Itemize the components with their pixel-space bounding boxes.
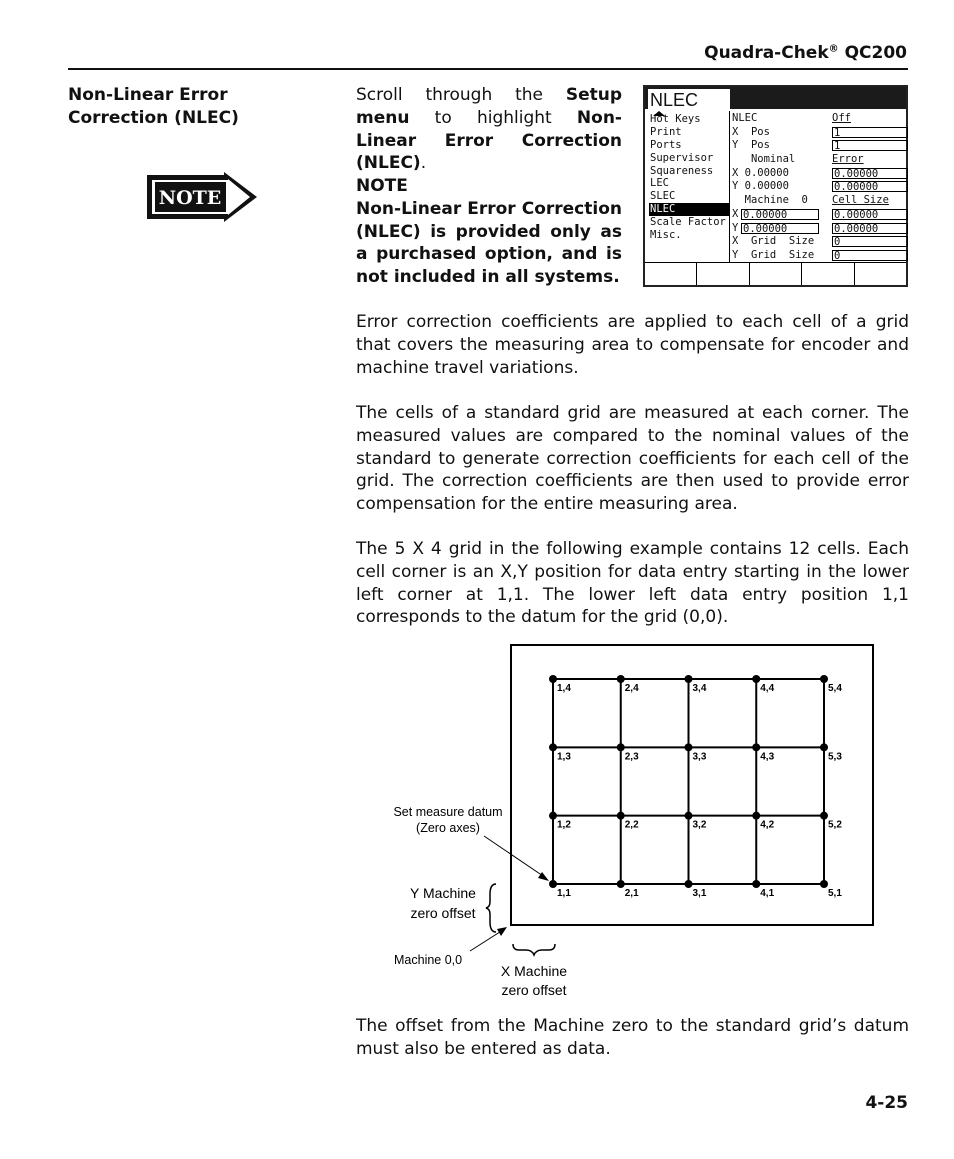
grid-point (820, 812, 828, 820)
grid-point (820, 743, 828, 751)
grid-point (685, 743, 693, 751)
grid-point (617, 675, 625, 683)
menu-item-scale-factor[interactable]: Scale Factor (650, 216, 726, 229)
param-value-field[interactable]: 0.00000 (832, 209, 908, 220)
grid-point-label: 4,4 (760, 683, 775, 694)
grid-point (617, 743, 625, 751)
paragraph-grid-example: The 5 X 4 grid in the following example contains 12 cells. Each cell corner is an X,Y position for data entry starting in the lower left corner at 1,1. The lower left data entry position 1,1 corresponds to the datum for the grid (0,0). (356, 539, 909, 628)
param-value-field[interactable]: 1 (832, 140, 908, 151)
grid-point (685, 675, 693, 683)
grid-point-label: 1,4 (557, 683, 571, 694)
menu-item-squareness[interactable]: Squareness (650, 164, 714, 177)
menu-item-print[interactable]: Print (650, 125, 682, 138)
paragraph-offset: The offset from the Machine zero to the standard grid’s datum must also be entered as data. (356, 1016, 909, 1059)
intro-pre: Scroll through the (356, 85, 566, 105)
param-label: Y 0.00000 (732, 180, 789, 193)
grid-point-label: 4,2 (760, 819, 775, 831)
param-axis: X (732, 207, 739, 220)
origin-arrowhead-icon (497, 927, 507, 936)
intro-mid: to highlight (409, 107, 577, 128)
grid-point-label: 5,2 (828, 819, 842, 831)
grid-point-label: 1,1 (557, 888, 571, 899)
softkey-5[interactable] (855, 263, 906, 285)
y-offset-label-line1: Y Machine (410, 885, 476, 901)
param-column-heading: Off (832, 112, 851, 124)
grid-point-label: 2,2 (624, 819, 639, 831)
param-column-heading: Cell Size (832, 194, 889, 207)
grid-point (549, 812, 557, 820)
param-value-field[interactable]: 0 (832, 236, 908, 247)
intro-paragraph (356, 84, 622, 175)
grid-point (752, 812, 760, 820)
param-label: X 0.00000 (732, 166, 789, 179)
param-label: X Pos (732, 125, 770, 138)
datum-label-line2: (Zero axes) (416, 821, 480, 835)
paragraph-coefficients: Error correction coefficients are applied to each cell of a grid that covers the measuring area to compensate for encoder and machine travel variations. (356, 312, 909, 378)
param-value-field[interactable]: 1 (832, 127, 908, 138)
param-value-field[interactable]: 0.00000 (832, 181, 908, 192)
running-header (704, 43, 907, 63)
grid-point (820, 675, 828, 683)
menu-item-hot-keys[interactable]: Hot Keys (650, 113, 701, 125)
grid-point-label: 4,3 (760, 751, 775, 763)
grid-point (752, 743, 760, 751)
grid-point (549, 743, 557, 751)
machine-zero-field[interactable]: 0.00000 (741, 223, 819, 234)
screen-divider (729, 111, 730, 263)
header-model: QC200 (838, 43, 907, 63)
grid-point-label: 5,3 (828, 751, 842, 763)
grid-point-label: 3,4 (692, 683, 707, 694)
paragraph-standard-grid: The cells of a standard grid are measured at each corner. The measured values are compared to the nominal values of the standard to generate correction coefficients for each cell of the grid. The correction coefficients are then used to provide error compensation for the entire measuring area. (356, 403, 909, 515)
origin-pointer (470, 930, 503, 951)
grid-point-label: 3,2 (692, 819, 707, 831)
menu-item-supervisor[interactable]: Supervisor (650, 151, 714, 164)
grid-point-label: 4,1 (760, 888, 775, 899)
grid-point (685, 812, 693, 820)
grid-point (549, 675, 557, 683)
x-offset-label-line1: X Machine (500, 963, 568, 979)
intro-end: . (420, 153, 427, 174)
softkey-4[interactable] (802, 263, 854, 285)
grid-point (752, 880, 760, 888)
param-column-heading: Error (832, 153, 864, 166)
x-offset-brace (513, 944, 555, 955)
machine-zero-field[interactable]: 0.00000 (741, 209, 819, 220)
grid-point (549, 880, 557, 888)
grid-point-label: 3,3 (692, 751, 707, 763)
header-product: Quadra-Chek (704, 43, 829, 63)
param-value-field[interactable]: 0.00000 (832, 168, 908, 179)
note-block (356, 175, 622, 289)
grid-point (617, 880, 625, 888)
param-label (732, 207, 788, 222)
menu-item-nlec[interactable]: NLEC (649, 203, 729, 216)
param-label: NLEC (732, 112, 758, 124)
x-offset-label-line2: zero offset (501, 982, 567, 998)
grid-point (685, 880, 693, 888)
grid-point-label: 2,1 (624, 888, 639, 899)
softkey-1[interactable] (645, 263, 697, 285)
menu-item-ports[interactable]: Ports (650, 138, 682, 151)
grid-diagram (378, 640, 878, 1005)
machine-origin-label: Machine 0,0 (394, 953, 463, 967)
grid-point (752, 675, 760, 683)
menu-item-lec[interactable]: LEC (650, 177, 669, 190)
note-arrow-icon (146, 172, 258, 222)
grid-points (549, 675, 842, 899)
screen-title: NLEC (648, 89, 730, 111)
softkey-3[interactable] (750, 263, 802, 285)
grid-point-label: 1,3 (557, 751, 571, 763)
intro-menu-name: Setup menu (356, 85, 622, 128)
param-value-field[interactable]: 0 (832, 250, 908, 261)
param-label: X Grid Size (732, 235, 815, 248)
grid-point-label: 2,4 (624, 683, 639, 694)
grid-point-label: 1,2 (557, 819, 571, 831)
param-axis: Y (732, 221, 739, 234)
setup-menu-list (649, 113, 729, 242)
section-title: Non-Linear Error Correction (NLEC) (68, 85, 239, 128)
grid-point-label: 2,3 (624, 751, 639, 763)
grid-lines (553, 679, 824, 884)
param-label: Machine 0 (732, 194, 808, 207)
param-label: Y Pos (732, 139, 770, 152)
note-badge-label: NOTE (158, 187, 222, 209)
grid-point (820, 880, 828, 888)
grid-point-label: 5,1 (828, 888, 842, 899)
grid-point-label: 3,1 (692, 888, 707, 899)
menu-item-slec[interactable]: SLEC (650, 190, 676, 203)
note-text: Non-Linear Error Correction (NLEC) is provided only as a purchased option, and is not included in all systems. (356, 198, 622, 288)
note-heading: NOTE (356, 176, 408, 196)
header-rule (68, 68, 908, 70)
registered-mark: ® (828, 43, 839, 55)
y-offset-brace (486, 884, 496, 932)
grid-point (617, 812, 625, 820)
page-number: 4-25 (865, 1093, 908, 1113)
intro-item-name: Non-Linear Error Correction (NLEC) (356, 107, 622, 174)
nlec-screen (643, 85, 908, 287)
param-label: Nominal (732, 153, 796, 166)
softkey-2[interactable] (697, 263, 749, 285)
y-offset-label-line2: zero offset (410, 905, 476, 921)
grid-point-label: 5,4 (828, 683, 842, 694)
menu-item-misc[interactable]: Misc. (650, 229, 682, 242)
datum-label-line1: Set measure datum (393, 805, 503, 819)
param-label (732, 221, 788, 236)
param-value-field[interactable]: 0.00000 (832, 223, 908, 234)
datum-pointer (484, 836, 546, 878)
softkey-bar (645, 262, 906, 285)
param-label: Y Grid Size (732, 248, 815, 261)
